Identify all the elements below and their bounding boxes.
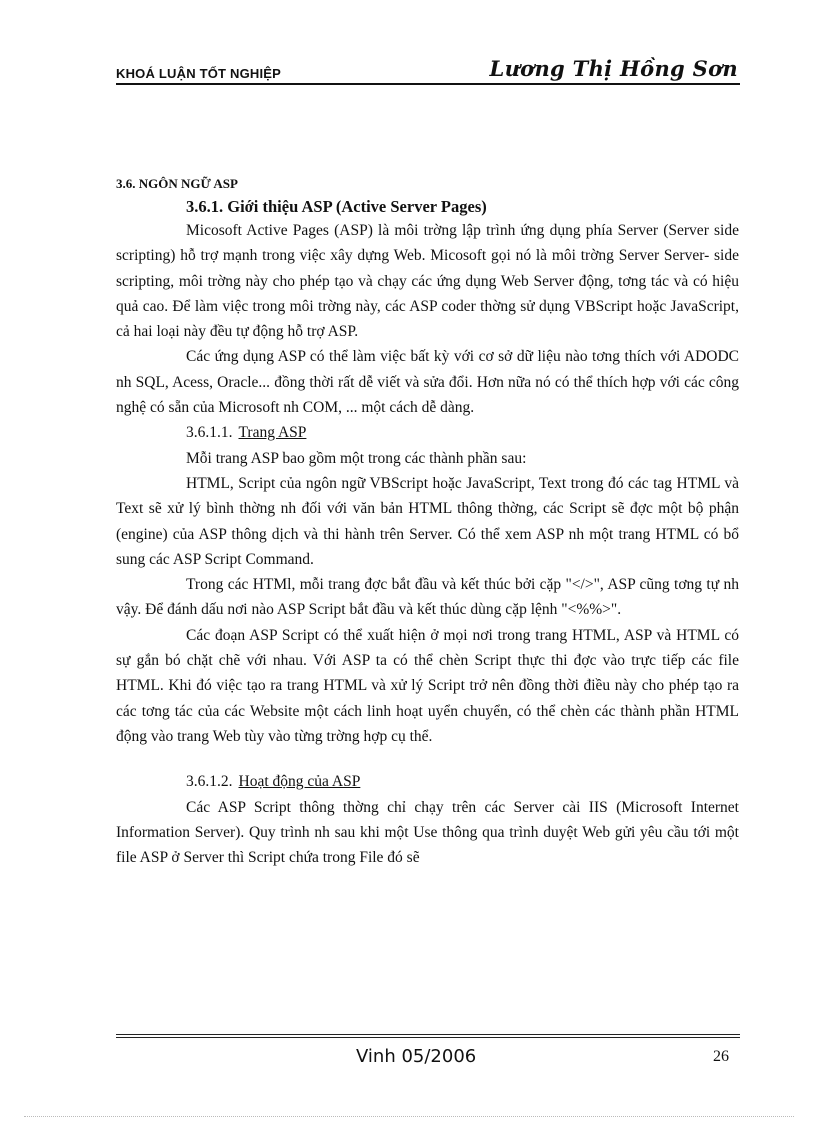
sub-heading-number: 3.6.1.2.	[186, 773, 233, 791]
intro-paragraph-1: Micosoft Active Pages (ASP) là môi trờng lập trình ứng dụng phía Server (Server side scripting) hỗ trợ mạnh trong việc xây dựng Web. Micosoft gọi nó là môi trờng Server Server- side scripting, môi trờng này cho phép tạo và chạy các ứng dụng Web Server động, tơng tác và có hiệu quả cao. Để làm việc trong môi trờng này, các ASP coder thờng sử dụng VBScript hoặc JavaScript, cả hai loại này đều tự động hỗ trợ ASP.	[116, 222, 739, 341]
page-number: 26	[713, 1048, 729, 1065]
sub-heading-number: 3.6.1.1.	[186, 424, 233, 442]
footer-rule	[116, 1034, 740, 1035]
trang-asp-paragraph-1: Mỗi trang ASP bao gồm một trong các thành phần sau:	[186, 449, 527, 467]
sub-heading-title: Trang ASP	[238, 424, 307, 442]
page-edge	[24, 1116, 794, 1117]
sub-heading-title: Hoạt động của ASP	[238, 773, 361, 791]
subsection-title: 3.6.1. Giới thiệu ASP (Active Server Pages)	[186, 197, 487, 216]
section-gap	[116, 749, 739, 769]
trang-asp-paragraph-4: Các đoạn ASP Script có thể xuất hiện ở mọi nơi trong trang HTML, ASP và HTML có sự gắn bó chặt chẽ với nhau. Với ASP ta có thể chèn Script thực thi đợc vào trực tiếp các file HTML. Khi đó việc tạo ra trang HTML và xử lý Script trở nên đồng thời điều này cho phép tạo ra các tơng tác của các Website một cách linh hoạt uyển chuyển, có thể chèn các thành phần HTML động vào trang Web tùy vào từng trờng hợp cụ thể.	[116, 626, 739, 745]
sub-heading-trang-asp	[116, 420, 739, 445]
sub-heading-hoat-dong	[116, 769, 739, 794]
trang-asp-paragraph-2: HTML, Script của ngôn ngữ VBScript hoặc JavaScript, Text trong đó các tag HTML và Text sẽ xử lý bình thờng nh đối với văn bản HTML thông thờng, các Script sẽ đợc một bộ phận (engine) của ASP thông dịch và thi hành trên Server. Có thể xem ASP nh một trang HTML có bổ sung các ASP Script Command.	[116, 474, 739, 568]
header-author-name: Lương Thị Hồng Sơn	[489, 56, 738, 81]
page-body	[116, 172, 739, 870]
footer-rule	[116, 1037, 740, 1038]
footer-date: Vinh 05/2006	[356, 1046, 477, 1067]
header-thesis-label: KHOÁ LUẬN TỐT NGHIỆP	[116, 66, 282, 81]
section-title: 3.6. NGÔN NGỮ ASP	[116, 176, 238, 191]
header-rule	[116, 83, 740, 85]
trang-asp-paragraph-3: Trong các HTMl, mỗi trang đợc bắt đầu và kết thúc bởi cặp "</>", ASP cũng tơng tự nh vậy. Để đánh dấu nơi nào ASP Script bắt đầu và kết thúc dùng cặp lệnh "<%%>".	[116, 576, 739, 619]
page-header	[116, 58, 740, 82]
hoat-dong-paragraph-1: Các ASP Script thông thờng chỉ chạy trên các Server cài IIS (Microsoft Internet Information Server). Quy trình nh sau khi một Use thông qua trình duyệt Web gửi yêu cầu tới một file ASP ở Server thì Script chứa trong File đó sẽ	[116, 798, 739, 867]
intro-paragraph-2: Các ứng dụng ASP có thể làm việc bất kỳ với cơ sở dữ liệu nào tơng thích với ADODC nh SQL, Acess, Oracle... đồng thời rất dễ viết và sửa đổi. Hơn nữa nó có thể thích hợp với các công nghệ có sẵn của Microsoft nh COM, ... một cách dễ dàng.	[116, 348, 739, 417]
